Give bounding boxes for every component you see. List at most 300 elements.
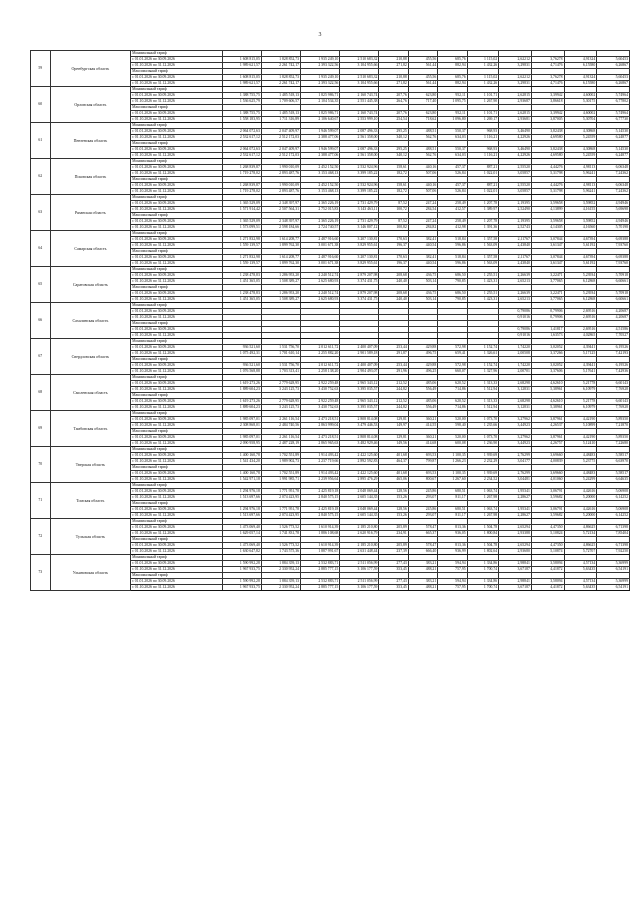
tariff-value-cell: 1 268 839,87 xyxy=(222,165,261,171)
tariff-value-cell: 1 614 208,77 xyxy=(261,255,300,261)
tariff-value-cell: 1 313,33 xyxy=(467,381,499,387)
tariff-value-cell: 1 531 756,70 xyxy=(261,363,300,369)
tariff-value-cell: 4,30868 xyxy=(564,147,597,153)
tariff-value-cell: 2 605 144,35 xyxy=(340,513,379,519)
tariff-value-cell: 799,87 xyxy=(408,459,437,465)
period-label: с 01.01.2026 по 30.09.2026 xyxy=(131,453,222,459)
tariff-value-cell: 293,07 xyxy=(408,513,437,519)
tariff-value-cell: 2 185 210,80 xyxy=(340,543,379,549)
tariff-value-cell: 5,36999 xyxy=(597,579,630,585)
tariff-value-cell: 5,20000 xyxy=(564,513,597,519)
tariff-value-cell: 5,24559 xyxy=(564,135,597,141)
tariff-type-label: Минимальный тариф xyxy=(131,339,222,345)
tariff-value-cell: 1 741 831,78 xyxy=(261,531,300,537)
period-label: с 01.01.2026 по 30.09.2026 xyxy=(131,561,222,567)
tariff-value-cell: 2 487 916,60 xyxy=(301,237,340,243)
tariff-table xyxy=(30,50,630,591)
tariff-value-cell: 4,98113 xyxy=(564,183,597,189)
region-name: Свердловская область xyxy=(50,339,131,375)
tariff-value-cell: 291,96 xyxy=(379,369,408,375)
tariff-value-cell: 1 100,35 xyxy=(438,453,467,459)
tariff-value-cell: 440,16 xyxy=(408,183,437,189)
tariff-value-cell: 5,21778 xyxy=(564,381,597,387)
tariff-value-cell: 1 485 518,13 xyxy=(261,111,300,117)
tariff-value-cell: 1 116,21 xyxy=(467,153,499,159)
tariff-value-cell: 1 152,74 xyxy=(467,345,499,351)
tariff-value-cell: 561,44 xyxy=(408,81,437,87)
period-label: с 01.10.2026 по 31.12.2026 xyxy=(131,549,222,555)
tariff-value-cell: 247,24 xyxy=(408,201,437,207)
tariff-value-cell: 4,39441 xyxy=(564,363,597,369)
tariff-value-cell: 1 255,51 xyxy=(467,291,499,297)
tariff-value-cell: 2,65294 xyxy=(499,543,532,549)
tariff-value-cell: 414,55 xyxy=(408,423,437,429)
tariff-value-cell: 2 393 322,56 xyxy=(301,81,340,87)
tariff-value-cell: 1 967 933,75 xyxy=(222,585,261,591)
tariff-value-cell: 1 313,33 xyxy=(467,399,499,405)
tariff-type-label: Минимальный тариф xyxy=(131,411,222,417)
tariff-value-cell: 594,94 xyxy=(438,579,467,585)
tariff-value-cell: 596,86 xyxy=(438,261,467,267)
tariff-value-cell: 680,51 xyxy=(438,489,467,495)
tariff-value-cell: 4,62610 xyxy=(531,399,564,405)
period-label: с 01.01.2026 по 30.09.2026 xyxy=(131,57,222,63)
period-label: с 01.01.2026 по 30.09.2026 xyxy=(131,363,222,369)
tariff-value-cell: 2 185 210,80 xyxy=(340,525,379,531)
tariff-value-cell: 2 240 512,74 xyxy=(301,291,340,297)
tariff-value-cell: 660,07 xyxy=(438,369,467,375)
tariff-value-cell: 936,05 xyxy=(438,531,467,537)
period-label: с 01.10.2026 по 31.12.2026 xyxy=(131,279,222,285)
tariff-value-cell: 2,93388 xyxy=(499,531,532,537)
tariff-value-cell: 2 487 916,60 xyxy=(301,255,340,261)
region-number: 71 xyxy=(31,483,51,519)
tariff-value-cell: 277,43 xyxy=(379,579,408,585)
period-label: с 01.10.2026 по 31.12.2026 xyxy=(131,315,222,321)
tariff-value-cell: 2 532 924,96 xyxy=(340,165,379,171)
period-label: с 01.01.2026 по 30.09.2026 xyxy=(131,291,222,297)
tariff-value-cell: 1 152,74 xyxy=(467,363,499,369)
tariff-value-cell: 1 619 273,26 xyxy=(222,381,261,387)
tariff-value-cell: 1 985 097,01 xyxy=(222,435,261,441)
tariff-value-cell: 3 104 955,66 xyxy=(340,63,379,69)
tariff-value-cell: 2 048 069,44 xyxy=(340,507,379,513)
tariff-value-cell: 562,76 xyxy=(408,135,437,141)
tariff-value-cell: 1 531 756,70 xyxy=(261,345,300,351)
tariff-value-cell: 4,69580 xyxy=(531,153,564,159)
tariff-value-cell: 6,71398 xyxy=(597,525,630,531)
tariff-value-cell: 436,75 xyxy=(408,273,437,279)
tariff-value-cell: 1 630 647,82 xyxy=(222,549,261,555)
period-label: с 01.01.2026 по 30.09.2026 xyxy=(131,435,222,441)
tariff-value-cell: 153,26 xyxy=(379,495,408,501)
tariff-value-cell: 1 357,58 xyxy=(467,255,499,261)
tariff-value-cell: 1 063,74 xyxy=(467,507,499,513)
tariff-value-cell: 693,53 xyxy=(408,453,437,459)
tariff-value-cell: 1 828 852,73 xyxy=(261,57,300,63)
period-label: с 01.01.2026 по 30.09.2026 xyxy=(131,93,222,99)
tariff-value-cell: 717,40 xyxy=(408,99,437,105)
period-label: с 01.01.2026 по 30.09.2026 xyxy=(131,129,222,135)
period-label: с 01.10.2026 по 31.12.2026 xyxy=(131,99,222,105)
tariff-value-cell: 2,68298 xyxy=(499,399,532,405)
tariff-value-cell: 3 395 035,57 xyxy=(340,387,379,393)
region-name: Тверская область xyxy=(50,447,131,483)
tariff-value-cell: 291,87 xyxy=(379,351,408,357)
tariff-type-label: Минимальный тариф xyxy=(131,195,222,201)
tariff-value-cell: 1 989 621,57 xyxy=(222,81,261,87)
period-label: с 01.10.2026 по 31.12.2026 xyxy=(131,387,222,393)
tariff-value-cell: 1 236,90 xyxy=(467,441,499,447)
tariff-value-cell: 3,02052 xyxy=(531,345,564,351)
tariff-value-cell: 572,98 xyxy=(438,363,467,369)
tariff-value-cell: 3,06791 xyxy=(531,507,564,513)
tariff-value-cell: 520,00 xyxy=(438,417,467,423)
tariff-value-cell: 1 400 160,78 xyxy=(222,471,261,477)
tariff-value-cell: 1 887 991,67 xyxy=(301,549,340,555)
tariff-type-label: Минимальный тариф xyxy=(131,303,222,309)
tariff-value-cell: 1 935 249,10 xyxy=(301,57,340,63)
tariff-value-cell: 2,98841 xyxy=(499,561,532,567)
tariff-value-cell: 2 330 952,24 xyxy=(261,585,300,591)
tariff-value-cell: 4,69580 xyxy=(531,135,564,141)
tariff-value-cell: 686,50 xyxy=(438,273,467,279)
tariff-value-cell: 205,89 xyxy=(379,525,408,531)
tariff-value-cell: 2 511 056,99 xyxy=(340,561,379,567)
region-number: 61 xyxy=(31,123,51,159)
tariff-type-label: Максимальный тариф xyxy=(131,249,222,255)
tariff-value-cell: 507,06 xyxy=(408,189,437,195)
tariff-value-cell: 1 326,61 xyxy=(467,351,499,357)
period-label: с 01.01.2026 по 30.09.2026 xyxy=(131,345,222,351)
tariff-value-cell: 634,03 xyxy=(438,153,467,159)
tariff-value-cell: 6,12868 xyxy=(564,297,597,303)
tariff-value-cell: 5,17125 xyxy=(564,351,597,357)
tariff-value-cell: 2 904 493,07 xyxy=(340,369,379,375)
tariff-value-cell: 1 357,58 xyxy=(467,237,499,243)
tariff-value-cell: 1 990 010,09 xyxy=(261,165,300,171)
period-label: с 01.01.2026 по 30.09.2026 xyxy=(131,543,222,549)
tariff-value-cell: 1 513 697,66 xyxy=(222,513,261,519)
tariff-value-cell: 2 048 069,44 xyxy=(340,489,379,495)
tariff-value-cell: 1 485 518,13 xyxy=(261,93,300,99)
tariff-value-cell: 2 261 742,17 xyxy=(261,81,300,87)
tariff-value-cell: 2 922 259,48 xyxy=(301,381,340,387)
tariff-value-cell: 1 939,69 xyxy=(467,453,499,459)
tariff-value-cell: 353,45 xyxy=(379,567,408,573)
tariff-value-cell: 620,52 xyxy=(438,381,467,387)
tariff-value-cell: 526,84 xyxy=(438,189,467,195)
tariff-value-cell: 170,63 xyxy=(379,237,408,243)
tariff-value-cell: 0,79906 xyxy=(531,315,564,321)
tariff-value-cell: 258,49 xyxy=(438,201,467,207)
tariff-value-cell: 3,67187 xyxy=(499,585,532,591)
tariff-value-cell: 6,26867 xyxy=(597,63,630,69)
tariff-value-cell: 208,68 xyxy=(379,291,408,297)
tariff-value-cell: 4,67394 xyxy=(564,237,597,243)
tariff-value-cell: 3,07844 xyxy=(531,237,564,243)
tariff-value-cell: 4,13899 xyxy=(531,207,564,213)
tariff-value-cell: 952,11 xyxy=(438,93,467,99)
tariff-value-cell: 182,72 xyxy=(379,189,408,195)
tariff-value-cell: 3,77065 xyxy=(531,279,564,285)
tariff-value-cell: 212,52 xyxy=(379,399,408,405)
tariff-value-cell: 436,75 xyxy=(408,291,437,297)
tariff-value-cell: 686,50 xyxy=(438,291,467,297)
tariff-value-cell: 1 629 057,14 xyxy=(222,531,261,537)
tariff-value-cell: 2 731 429,79 xyxy=(340,201,379,207)
tariff-value-cell: 968,93 xyxy=(467,147,499,153)
period-label: с 01.01.2026 по 30.09.2026 xyxy=(131,507,222,513)
tariff-value-cell: 412,57 xyxy=(438,207,467,213)
tariff-value-cell: 1 946 599,07 xyxy=(301,129,340,135)
tariff-value-cell: 887,21 xyxy=(467,165,499,171)
region-name: Ульяновская область xyxy=(50,555,131,591)
tariff-value-cell: 2 922 259,48 xyxy=(301,399,340,405)
tariff-value-cell: 1 536 625,79 xyxy=(222,99,261,105)
tariff-value-cell: 2 087 496,33 xyxy=(340,147,379,153)
tariff-value-cell: 578,47 xyxy=(408,543,437,549)
period-label: с 01.10.2026 по 31.12.2026 xyxy=(131,297,222,303)
tariff-value-cell: 5,23934 xyxy=(564,273,597,279)
tariff-value-cell: 2,52490 xyxy=(499,207,532,213)
tariff-value-cell: 1 365 529,09 xyxy=(222,201,261,207)
tariff-value-cell: 3,44923 xyxy=(499,423,532,429)
tariff-value-cell: 5,61192 xyxy=(564,261,597,267)
tariff-value-cell: 2,65213 xyxy=(499,279,532,285)
tariff-value-cell: 2 487 228,19 xyxy=(261,441,300,447)
tariff-value-cell: 0,79906 xyxy=(531,309,564,315)
tariff-value-cell: 2,68298 xyxy=(499,381,532,387)
tariff-value-cell: 1 115,02 xyxy=(467,75,499,81)
period-label: с 01.10.2026 по 31.12.2026 xyxy=(131,261,222,267)
region-number: 59 xyxy=(31,51,51,87)
tariff-value-cell: 1 266,23 xyxy=(438,459,467,465)
tariff-value-cell: 2 532 883,71 xyxy=(301,561,340,567)
tariff-type-label: Максимальный тариф xyxy=(131,573,222,579)
tariff-value-cell: 811,17 xyxy=(438,495,467,501)
tariff-value-cell: 3,27962 xyxy=(499,417,532,423)
tariff-value-cell: 457,37 xyxy=(438,165,467,171)
tariff-value-cell: 6,63970 xyxy=(597,459,630,465)
period-label: с 01.01.2026 по 30.09.2026 xyxy=(131,471,222,477)
tariff-value-cell: 1 825 986,71 xyxy=(301,111,340,117)
tariff-value-cell: 3,06791 xyxy=(531,489,564,495)
tariff-value-cell: 485,06 xyxy=(408,381,437,387)
tariff-value-cell: 3,12831 xyxy=(499,405,532,411)
tariff-value-cell: 3,37606 xyxy=(531,369,564,375)
tariff-value-cell: 5,38961 xyxy=(531,405,564,411)
tariff-value-cell: 210,88 xyxy=(379,57,408,63)
tariff-value-cell: 2 561 358,00 xyxy=(340,135,379,141)
tariff-value-cell: 4,42616 xyxy=(564,507,597,513)
tariff-value-cell: 2 620 916,79 xyxy=(340,531,379,537)
tariff-value-cell: 2 452 152,50 xyxy=(301,165,340,171)
tariff-value-cell: 503,14 xyxy=(408,297,437,303)
region-number: 66 xyxy=(31,303,51,339)
tariff-value-cell: 2 885 777,15 xyxy=(301,567,340,573)
tariff-value-cell: 7,93760 xyxy=(597,261,630,267)
tariff-value-cell: 1 899 762,30 xyxy=(261,261,300,267)
tariff-value-cell: 813,36 xyxy=(438,525,467,531)
tariff-value-cell: 2 074 423,95 xyxy=(261,495,300,501)
tariff-value-cell: 5,20000 xyxy=(564,495,597,501)
tariff-value-cell: 659,41 xyxy=(438,351,467,357)
tariff-value-cell: 3,76278 xyxy=(531,57,564,63)
tariff-value-cell: 5,58517 xyxy=(597,453,630,459)
tariff-value-cell: 271,82 xyxy=(379,81,408,87)
tariff-value-cell: 1 991 985,71 xyxy=(261,477,300,483)
tariff-value-cell: 5,60453 xyxy=(597,75,630,81)
tariff-value-cell: 5,14530 xyxy=(597,147,630,153)
tariff-value-cell: 1 269,17 xyxy=(467,117,499,123)
tariff-value-cell: 4,41872 xyxy=(531,567,564,573)
tariff-value-cell: 5,69698 xyxy=(597,207,630,213)
tariff-value-cell: 5,31798 xyxy=(531,171,564,177)
tariff-value-cell: 3,46490 xyxy=(499,129,532,135)
tariff-value-cell: 457,37 xyxy=(438,183,467,189)
tariff-value-cell: 3 001 671,38 xyxy=(301,243,340,249)
tariff-value-cell: 2 393 322,56 xyxy=(301,63,340,69)
tariff-value-cell: 4,71476 xyxy=(531,63,564,69)
tariff-value-cell: 284,82 xyxy=(408,225,437,231)
tariff-value-cell: 7,85404 xyxy=(597,531,630,537)
tariff-value-cell: 1 610 914,39 xyxy=(301,525,340,531)
tariff-value-cell: 1 771 951,78 xyxy=(261,489,300,495)
tariff-value-cell: 6,77802 xyxy=(597,99,630,105)
tariff-value-cell: 1 235,66 xyxy=(467,423,499,429)
tariff-value-cell: 1 101,71 xyxy=(467,93,499,99)
tariff-value-cell: 360,21 xyxy=(408,417,437,423)
tariff-value-cell: 170,63 xyxy=(379,255,408,261)
tariff-value-cell: 7,42936 xyxy=(597,369,630,375)
tariff-value-cell: 6,60143 xyxy=(597,399,630,405)
tariff-value-cell: 414,68 xyxy=(408,441,437,447)
tariff-value-cell: 680,51 xyxy=(438,507,467,513)
period-label: с 01.10.2026 по 31.12.2026 xyxy=(131,189,222,195)
tariff-value-cell: 3,29831 xyxy=(499,81,532,87)
tariff-value-cell: 4,42616 xyxy=(564,489,597,495)
tariff-value-cell: 4,57134 xyxy=(564,579,597,585)
tariff-value-cell: 2 901 589,18 xyxy=(340,351,379,357)
tariff-value-cell: 1 207,78 xyxy=(467,201,499,207)
tariff-value-cell: 6,12868 xyxy=(564,279,597,285)
tariff-value-cell: 244,82 xyxy=(379,387,408,393)
tariff-value-cell: 6,10979 xyxy=(564,387,597,393)
tariff-value-cell: 5,17641 xyxy=(564,369,597,375)
tariff-value-cell: 1 967 933,75 xyxy=(222,567,261,573)
region-number: 67 xyxy=(31,339,51,375)
tariff-value-cell: 882,94 xyxy=(438,63,467,69)
tariff-value-cell: 440,54 xyxy=(408,243,437,249)
tariff-value-cell: 1 504,78 xyxy=(467,525,499,531)
tariff-type-label: Максимальный тариф xyxy=(131,357,222,363)
tariff-value-cell: 2 965 343,12 xyxy=(340,399,379,405)
tariff-value-cell: 100,72 xyxy=(379,207,408,213)
tariff-type-label: Минимальный тариф xyxy=(131,87,222,93)
tariff-value-cell: 811,17 xyxy=(438,513,467,519)
tariff-value-cell: 2,65213 xyxy=(499,297,532,303)
period-label: с 01.01.2026 по 30.09.2026 xyxy=(131,75,222,81)
tariff-value-cell: 2,62815 xyxy=(499,93,532,99)
tariff-value-cell: 1 743 575,36 xyxy=(261,549,300,555)
tariff-value-cell: 4,26757 xyxy=(531,441,564,447)
tariff-value-cell: 412,98 xyxy=(438,225,467,231)
tariff-value-cell: 5,70918 xyxy=(597,273,630,279)
region-name: Томская область xyxy=(50,483,131,519)
tariff-value-cell: 4,94946 xyxy=(597,219,630,225)
tariff-value-cell: 3,37266 xyxy=(531,351,564,357)
tariff-value-cell: 2 012 611,72 xyxy=(301,363,340,369)
tariff-value-cell: 3 430 752,63 xyxy=(301,387,340,393)
tariff-value-cell: 3 207 130,81 xyxy=(340,255,379,261)
tariff-value-cell: 4,67394 xyxy=(564,255,597,261)
tariff-value-cell: 2,98841 xyxy=(499,579,532,585)
tariff-value-cell: 3,04481 xyxy=(499,477,532,483)
tariff-value-cell: 293,07 xyxy=(408,495,437,501)
tariff-type-label: Максимальный тариф xyxy=(131,141,222,147)
tariff-value-cell: 7,93760 xyxy=(597,243,630,249)
tariff-value-cell: 1 267,98 xyxy=(467,513,499,519)
tariff-value-cell: 556,49 xyxy=(408,387,437,393)
tariff-value-cell: 1 899 762,30 xyxy=(261,243,300,249)
tariff-value-cell: 5,23775 xyxy=(564,459,597,465)
tariff-value-cell: 3 395 035,57 xyxy=(340,405,379,411)
tariff-value-cell: 455,56 xyxy=(408,75,437,81)
tariff-value-cell: 3,82438 xyxy=(531,147,564,153)
period-label: с 01.10.2026 по 31.12.2026 xyxy=(131,441,222,447)
tariff-value-cell: 3,67187 xyxy=(499,567,532,573)
tariff-value-cell: 2,93687 xyxy=(499,99,532,105)
tariff-value-cell: 1 473 069,40 xyxy=(222,543,261,549)
tariff-value-cell: 6,14252 xyxy=(597,513,630,519)
tariff-value-cell: 383,21 xyxy=(408,579,437,585)
tariff-value-cell: 1 619 273,26 xyxy=(222,399,261,405)
tariff-value-cell: 2 425 819,18 xyxy=(301,507,340,513)
tariff-value-cell: 1 935 249,10 xyxy=(301,75,340,81)
tariff-value-cell: 440,54 xyxy=(408,261,437,267)
tariff-value-cell: 3 479 446,53 xyxy=(340,423,379,429)
tariff-value-cell: 4,86625 xyxy=(564,543,597,549)
tariff-value-cell: 5,36999 xyxy=(597,561,630,567)
tariff-value-cell: 1 255,51 xyxy=(467,273,499,279)
tariff-value-cell: 6,19526 xyxy=(597,363,630,369)
tariff-value-cell: 3 399 185,22 xyxy=(340,189,379,195)
tariff-value-cell: 887,21 xyxy=(467,183,499,189)
tariff-value-cell: 253,44 xyxy=(379,363,408,369)
tariff-value-cell: 128,56 xyxy=(379,489,408,495)
tariff-value-cell: 1 590 992,28 xyxy=(222,579,261,585)
tariff-value-cell: 2 865 965,63 xyxy=(301,441,340,447)
region-number: 72 xyxy=(31,519,51,555)
tariff-value-cell: 1 365 529,09 xyxy=(222,219,261,225)
tariff-value-cell: 2 090 958,95 xyxy=(222,441,261,447)
tariff-value-cell: 5,58517 xyxy=(597,471,630,477)
tariff-value-cell: 1 985 097,01 xyxy=(222,417,261,423)
tariff-value-cell: 2,00508 xyxy=(499,351,532,357)
tariff-value-cell: 4,44276 xyxy=(531,183,564,189)
tariff-value-cell: 1 884 359,13 xyxy=(261,579,300,585)
tariff-type-label: Максимальный тариф xyxy=(131,321,222,327)
period-label: с 01.10.2026 по 31.12.2026 xyxy=(131,495,222,501)
tariff-value-cell: 1 573 099,51 xyxy=(222,225,261,231)
tariff-value-cell: 1 610 914,39 xyxy=(301,543,340,549)
tariff-value-cell: 2 255 882,20 xyxy=(301,351,340,357)
tariff-value-cell: 3,82438 xyxy=(531,129,564,135)
tariff-value-cell: 6,60143 xyxy=(597,381,630,387)
tariff-value-cell: 5,38961 xyxy=(531,387,564,393)
tariff-value-cell: 2 106 640,67 xyxy=(301,117,340,123)
